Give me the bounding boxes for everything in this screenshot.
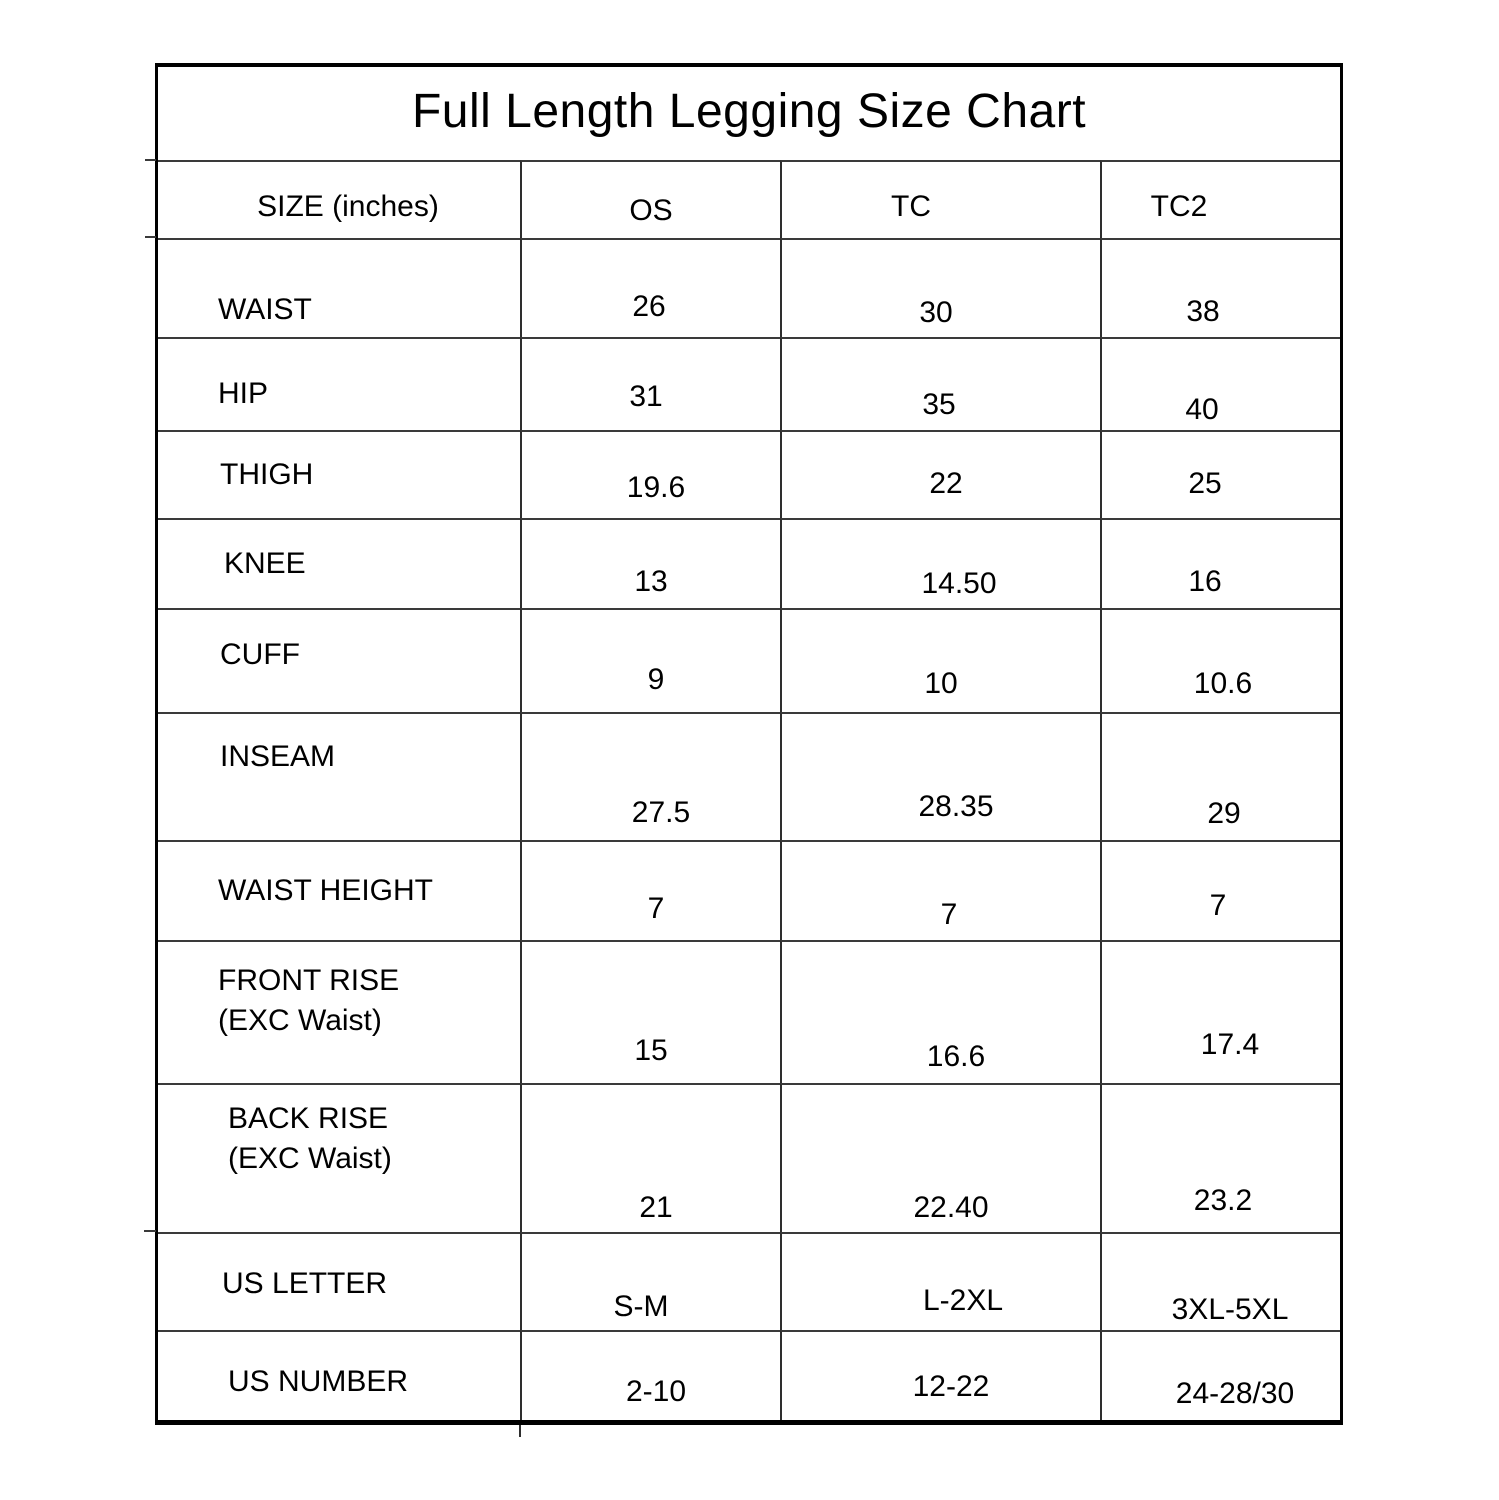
cell-text: 22.40 (913, 1190, 989, 1224)
cell-us-letter-os (520, 1232, 780, 1330)
row-label-text (228, 1099, 392, 1179)
cell-text: 2-10 (625, 1375, 687, 1408)
cell-text: 16.6 (926, 1039, 986, 1073)
cell-back-rise-os (520, 1083, 780, 1232)
cell-waist-os (520, 238, 780, 337)
cell-text: 35 (922, 387, 956, 421)
row-label-inseam (158, 712, 520, 840)
header-col-tc2 (1100, 160, 1340, 238)
header-col-tc (780, 160, 1100, 238)
cell-text: L-2XL (922, 1284, 1004, 1317)
cell-thigh-os (520, 430, 780, 518)
cell-inseam-tc (780, 712, 1100, 840)
size-chart-table (155, 63, 1343, 1425)
header-col-tc2-label: TC2 (1150, 190, 1208, 223)
cell-text: 12-22 (912, 1370, 990, 1403)
row-label-waist-height (158, 840, 520, 940)
cell-text: 23.2 (1193, 1183, 1253, 1217)
cell-text: 31 (629, 379, 663, 413)
cell-text: 15 (634, 1033, 668, 1067)
cell-knee-os (520, 518, 780, 608)
cell-cuff-tc (780, 608, 1100, 712)
row-label-text: INSEAM (220, 740, 336, 773)
row-label-line1: FRONT RISE (218, 963, 400, 997)
cell-us-number-tc2 (1100, 1330, 1340, 1420)
cell-thigh-tc2 (1100, 430, 1340, 518)
cell-us-letter-tc (780, 1232, 1100, 1330)
cell-thigh-tc (780, 430, 1100, 518)
row-label-knee (158, 518, 520, 608)
header-size-label-cell (158, 160, 520, 238)
row-label-front-rise (158, 940, 520, 1083)
row-label-text: WAIST HEIGHT (218, 874, 434, 907)
cell-inseam-tc2 (1100, 712, 1340, 840)
cell-front-rise-tc2 (1100, 940, 1340, 1083)
row-label-us-number (158, 1330, 520, 1420)
cell-text: 3XL-5XL (1171, 1293, 1289, 1326)
row-label-text: THIGH (220, 458, 314, 491)
cell-cuff-tc2 (1100, 608, 1340, 712)
cell-text: 9 (647, 663, 665, 696)
cell-text: 40 (1185, 392, 1219, 426)
line-stub-left-waist (145, 236, 156, 238)
cell-waist-tc2 (1100, 238, 1340, 337)
cell-knee-tc (780, 518, 1100, 608)
cell-knee-tc2 (1100, 518, 1340, 608)
cell-text: 28.35 (918, 790, 994, 823)
row-label-text: HIP (218, 376, 269, 410)
cell-text: 7 (1209, 889, 1227, 922)
cell-text: 10.6 (1193, 667, 1253, 700)
row-label-text: CUFF (220, 638, 300, 671)
cell-front-rise-tc (780, 940, 1100, 1083)
row-label-back-rise (158, 1083, 520, 1232)
cell-text: 30 (919, 295, 953, 329)
cell-text: 19.6 (626, 471, 686, 504)
row-label-text (218, 961, 399, 1041)
row-label-text: US NUMBER (228, 1365, 409, 1398)
cell-text: 17.4 (1200, 1027, 1260, 1061)
cell-text: S-M (613, 1290, 669, 1323)
cell-us-letter-tc2 (1100, 1232, 1340, 1330)
cell-text: 29 (1207, 797, 1241, 830)
header-col-tc-label: TC (891, 190, 931, 223)
cell-text: 21 (639, 1190, 673, 1224)
cell-back-rise-tc2 (1100, 1083, 1340, 1232)
cell-text: 24-28/30 (1175, 1377, 1295, 1410)
cell-text: 27.5 (631, 796, 691, 829)
row-label-cuff (158, 608, 520, 712)
line-stub-bottom-divider (519, 1425, 521, 1437)
cell-hip-os (520, 337, 780, 430)
cell-text: 7 (647, 892, 665, 925)
cell-waist-height-tc (780, 840, 1100, 940)
cell-text: 38 (1186, 294, 1220, 328)
line-stub-left-header (145, 159, 156, 161)
cell-waist-tc (780, 238, 1100, 337)
cell-hip-tc (780, 337, 1100, 430)
cell-text: 22 (929, 467, 963, 500)
header-size-label: SIZE (inches) (257, 190, 439, 223)
cell-hip-tc2 (1100, 337, 1340, 430)
header-col-os-label: OS (629, 194, 673, 227)
row-label-text: WAIST (218, 292, 312, 326)
cell-us-number-tc (780, 1330, 1100, 1420)
row-label-text: KNEE (224, 547, 306, 580)
chart-title: Full Length Legging Size Chart (411, 85, 1087, 138)
row-label-text: US LETTER (222, 1267, 388, 1300)
cell-text: 13 (634, 565, 668, 598)
cell-us-number-os (520, 1330, 780, 1420)
line-stub-left-us-letter (144, 1230, 156, 1232)
cell-text: 7 (940, 898, 958, 931)
cell-waist-height-os (520, 840, 780, 940)
chart-title-cell (158, 67, 1340, 160)
cell-text: 10 (924, 667, 958, 700)
cell-text: 14.50 (921, 567, 997, 600)
cell-inseam-os (520, 712, 780, 840)
cell-front-rise-os (520, 940, 780, 1083)
cell-waist-height-tc2 (1100, 840, 1340, 940)
cell-text: 26 (632, 289, 666, 323)
row-label-line2: (EXC Waist) (228, 1141, 392, 1175)
row-label-waist (158, 238, 520, 337)
row-label-line1: BACK RISE (228, 1101, 389, 1135)
row-label-thigh (158, 430, 520, 518)
cell-back-rise-tc (780, 1083, 1100, 1232)
cell-text: 25 (1188, 467, 1222, 500)
row-label-us-letter (158, 1232, 520, 1330)
header-col-os (520, 160, 780, 238)
row-label-hip (158, 337, 520, 430)
cell-text: 16 (1188, 565, 1222, 598)
cell-cuff-os (520, 608, 780, 712)
row-label-line2: (EXC Waist) (218, 1003, 382, 1037)
